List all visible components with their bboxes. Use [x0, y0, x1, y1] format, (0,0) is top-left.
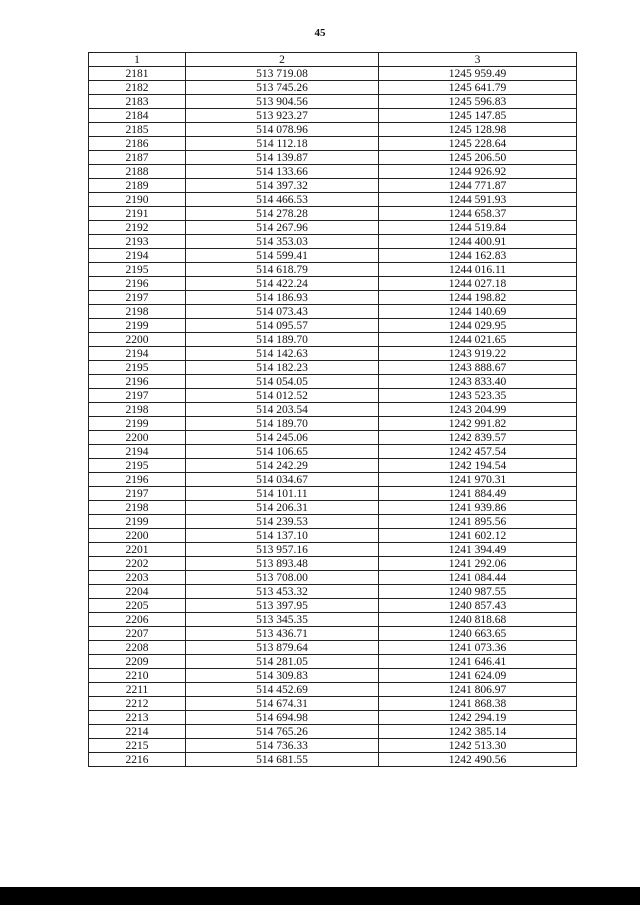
point-number-cell: 2194 [89, 445, 186, 459]
x-coordinate-cell: 513 957.16 [186, 543, 379, 557]
y-coordinate-cell: 1244 027.18 [379, 277, 577, 291]
table-row [89, 683, 577, 697]
x-coordinate-cell: 514 189.70 [186, 333, 379, 347]
y-coordinate-cell: 1243 888.67 [379, 361, 577, 375]
coordinates-table [88, 52, 577, 767]
y-coordinate-cell: 1241 884.49 [379, 487, 577, 501]
table-row [89, 445, 577, 459]
x-coordinate-cell: 513 904.56 [186, 95, 379, 109]
y-coordinate-cell: 1243 833.40 [379, 375, 577, 389]
x-coordinate-cell: 514 203.54 [186, 403, 379, 417]
x-coordinate-cell: 514 736.33 [186, 739, 379, 753]
y-coordinate-cell: 1245 596.83 [379, 95, 577, 109]
table-row [89, 627, 577, 641]
point-number-cell: 2196 [89, 473, 186, 487]
x-coordinate-cell: 514 137.10 [186, 529, 379, 543]
table-row [89, 473, 577, 487]
table-row [89, 389, 577, 403]
x-coordinate-cell: 513 879.64 [186, 641, 379, 655]
x-coordinate-cell: 514 242.29 [186, 459, 379, 473]
point-number-cell: 2213 [89, 711, 186, 725]
point-number-cell: 2186 [89, 137, 186, 151]
table-row [89, 725, 577, 739]
point-number-cell: 2181 [89, 67, 186, 81]
y-coordinate-cell: 1243 204.99 [379, 403, 577, 417]
table-row [89, 515, 577, 529]
y-coordinate-cell: 1244 029.95 [379, 319, 577, 333]
point-number-cell: 2200 [89, 431, 186, 445]
y-coordinate-cell: 1245 206.50 [379, 151, 577, 165]
point-number-cell: 2204 [89, 585, 186, 599]
y-coordinate-cell: 1244 198.82 [379, 291, 577, 305]
point-number-cell: 2197 [89, 487, 186, 501]
y-coordinate-cell: 1241 292.06 [379, 557, 577, 571]
x-coordinate-cell: 514 095.57 [186, 319, 379, 333]
x-coordinate-cell: 514 206.31 [186, 501, 379, 515]
y-coordinate-cell: 1245 959.49 [379, 67, 577, 81]
table-row [89, 403, 577, 417]
column-header-3: 3 [379, 53, 577, 67]
point-number-cell: 2197 [89, 389, 186, 403]
x-coordinate-cell: 514 466.53 [186, 193, 379, 207]
point-number-cell: 2187 [89, 151, 186, 165]
y-coordinate-cell: 1241 939.86 [379, 501, 577, 515]
point-number-cell: 2207 [89, 627, 186, 641]
table-row [89, 543, 577, 557]
x-coordinate-cell: 514 133.66 [186, 165, 379, 179]
point-number-cell: 2211 [89, 683, 186, 697]
table-row [89, 459, 577, 473]
point-number-cell: 2190 [89, 193, 186, 207]
y-coordinate-cell: 1244 162.83 [379, 249, 577, 263]
y-coordinate-cell: 1242 194.54 [379, 459, 577, 473]
x-coordinate-cell: 514 281.05 [186, 655, 379, 669]
y-coordinate-cell: 1241 084.44 [379, 571, 577, 585]
column-header-2: 2 [186, 53, 379, 67]
table-row [89, 109, 577, 123]
point-number-cell: 2196 [89, 375, 186, 389]
point-number-cell: 2184 [89, 109, 186, 123]
point-number-cell: 2201 [89, 543, 186, 557]
table-row [89, 347, 577, 361]
y-coordinate-cell: 1244 591.93 [379, 193, 577, 207]
x-coordinate-cell: 514 278.28 [186, 207, 379, 221]
point-number-cell: 2193 [89, 235, 186, 249]
point-number-cell: 2195 [89, 263, 186, 277]
y-coordinate-cell: 1240 663.65 [379, 627, 577, 641]
table-row [89, 179, 577, 193]
y-coordinate-cell: 1245 128.98 [379, 123, 577, 137]
x-coordinate-cell: 513 397.95 [186, 599, 379, 613]
y-coordinate-cell: 1240 987.55 [379, 585, 577, 599]
table-row [89, 431, 577, 445]
x-coordinate-cell: 513 708.00 [186, 571, 379, 585]
table-row [89, 151, 577, 165]
x-coordinate-cell: 514 452.69 [186, 683, 379, 697]
x-coordinate-cell: 514 422.24 [186, 277, 379, 291]
point-number-cell: 2205 [89, 599, 186, 613]
table-row [89, 333, 577, 347]
table-row [89, 641, 577, 655]
x-coordinate-cell: 514 397.32 [186, 179, 379, 193]
x-coordinate-cell: 514 034.67 [186, 473, 379, 487]
x-coordinate-cell: 513 745.26 [186, 81, 379, 95]
table-row [89, 655, 577, 669]
y-coordinate-cell: 1244 771.87 [379, 179, 577, 193]
point-number-cell: 2198 [89, 403, 186, 417]
table-row [89, 697, 577, 711]
table-row [89, 487, 577, 501]
table-row [89, 753, 577, 767]
table-row [89, 95, 577, 109]
x-coordinate-cell: 514 189.70 [186, 417, 379, 431]
x-coordinate-cell: 514 101.11 [186, 487, 379, 501]
x-coordinate-cell: 513 923.27 [186, 109, 379, 123]
table-body [89, 67, 577, 767]
header-row [89, 53, 577, 67]
table-row [89, 123, 577, 137]
x-coordinate-cell: 513 893.48 [186, 557, 379, 571]
table-row [89, 557, 577, 571]
y-coordinate-cell: 1244 658.37 [379, 207, 577, 221]
y-coordinate-cell: 1242 490.56 [379, 753, 577, 767]
point-number-cell: 2185 [89, 123, 186, 137]
table-row [89, 739, 577, 753]
point-number-cell: 2209 [89, 655, 186, 669]
y-coordinate-cell: 1242 839.57 [379, 431, 577, 445]
y-coordinate-cell: 1244 519.84 [379, 221, 577, 235]
x-coordinate-cell: 514 353.03 [186, 235, 379, 249]
x-coordinate-cell: 514 106.65 [186, 445, 379, 459]
y-coordinate-cell: 1242 385.14 [379, 725, 577, 739]
table-row [89, 571, 577, 585]
x-coordinate-cell: 514 182.23 [186, 361, 379, 375]
y-coordinate-cell: 1244 400.91 [379, 235, 577, 249]
x-coordinate-cell: 514 186.93 [186, 291, 379, 305]
x-coordinate-cell: 513 345.35 [186, 613, 379, 627]
y-coordinate-cell: 1241 895.56 [379, 515, 577, 529]
table-row [89, 361, 577, 375]
table-row [89, 249, 577, 263]
y-coordinate-cell: 1241 073.36 [379, 641, 577, 655]
point-number-cell: 2194 [89, 249, 186, 263]
x-coordinate-cell: 514 054.05 [186, 375, 379, 389]
point-number-cell: 2188 [89, 165, 186, 179]
x-coordinate-cell: 514 142.63 [186, 347, 379, 361]
point-number-cell: 2194 [89, 347, 186, 361]
point-number-cell: 2200 [89, 529, 186, 543]
point-number-cell: 2206 [89, 613, 186, 627]
y-coordinate-cell: 1244 140.69 [379, 305, 577, 319]
point-number-cell: 2212 [89, 697, 186, 711]
page-number: 45 [314, 27, 326, 39]
x-coordinate-cell: 514 239.53 [186, 515, 379, 529]
table-row [89, 375, 577, 389]
y-coordinate-cell: 1241 806.97 [379, 683, 577, 697]
table-row [89, 585, 577, 599]
y-coordinate-cell: 1240 857.43 [379, 599, 577, 613]
point-number-cell: 2200 [89, 333, 186, 347]
point-number-cell: 2216 [89, 753, 186, 767]
table-row [89, 235, 577, 249]
y-coordinate-cell: 1245 147.85 [379, 109, 577, 123]
y-coordinate-cell: 1242 294.19 [379, 711, 577, 725]
point-number-cell: 2199 [89, 319, 186, 333]
x-coordinate-cell: 514 765.26 [186, 725, 379, 739]
x-coordinate-cell: 514 073.43 [186, 305, 379, 319]
y-coordinate-cell: 1244 016.11 [379, 263, 577, 277]
x-coordinate-cell: 514 112.18 [186, 137, 379, 151]
point-number-cell: 2214 [89, 725, 186, 739]
table-row [89, 711, 577, 725]
y-coordinate-cell: 1240 818.68 [379, 613, 577, 627]
x-coordinate-cell: 514 618.79 [186, 263, 379, 277]
table-row [89, 529, 577, 543]
table-row [89, 305, 577, 319]
table-row [89, 291, 577, 305]
y-coordinate-cell: 1241 602.12 [379, 529, 577, 543]
x-coordinate-cell: 513 719.08 [186, 67, 379, 81]
point-number-cell: 2183 [89, 95, 186, 109]
point-number-cell: 2198 [89, 305, 186, 319]
x-coordinate-cell: 514 309.83 [186, 669, 379, 683]
point-number-cell: 2210 [89, 669, 186, 683]
point-number-cell: 2208 [89, 641, 186, 655]
y-coordinate-cell: 1241 970.31 [379, 473, 577, 487]
y-coordinate-cell: 1241 646.41 [379, 655, 577, 669]
point-number-cell: 2202 [89, 557, 186, 571]
x-coordinate-cell: 514 139.87 [186, 151, 379, 165]
table-row [89, 207, 577, 221]
table-row [89, 263, 577, 277]
table-row [89, 599, 577, 613]
point-number-cell: 2192 [89, 221, 186, 235]
x-coordinate-cell: 513 453.32 [186, 585, 379, 599]
point-number-cell: 2195 [89, 459, 186, 473]
point-number-cell: 2195 [89, 361, 186, 375]
table-row [89, 613, 577, 627]
column-header-1: 1 [89, 53, 186, 67]
y-coordinate-cell: 1241 624.09 [379, 669, 577, 683]
y-coordinate-cell: 1241 868.38 [379, 697, 577, 711]
table-row [89, 319, 577, 333]
table-row [89, 221, 577, 235]
point-number-cell: 2198 [89, 501, 186, 515]
point-number-cell: 2203 [89, 571, 186, 585]
x-coordinate-cell: 514 599.41 [186, 249, 379, 263]
point-number-cell: 2189 [89, 179, 186, 193]
table-row [89, 669, 577, 683]
table-row [89, 137, 577, 151]
point-number-cell: 2191 [89, 207, 186, 221]
point-number-cell: 2199 [89, 515, 186, 529]
point-number-cell: 2215 [89, 739, 186, 753]
table-row [89, 67, 577, 81]
x-coordinate-cell: 514 245.06 [186, 431, 379, 445]
y-coordinate-cell: 1242 513.30 [379, 739, 577, 753]
y-coordinate-cell: 1244 021.65 [379, 333, 577, 347]
bottom-scan-bar [0, 887, 640, 905]
y-coordinate-cell: 1244 926.92 [379, 165, 577, 179]
y-coordinate-cell: 1245 228.64 [379, 137, 577, 151]
table-row [89, 277, 577, 291]
table-row [89, 417, 577, 431]
table-row [89, 81, 577, 95]
table-row [89, 165, 577, 179]
y-coordinate-cell: 1242 991.82 [379, 417, 577, 431]
y-coordinate-cell: 1245 641.79 [379, 81, 577, 95]
x-coordinate-cell: 513 436.71 [186, 627, 379, 641]
y-coordinate-cell: 1242 457.54 [379, 445, 577, 459]
point-number-cell: 2196 [89, 277, 186, 291]
y-coordinate-cell: 1243 919.22 [379, 347, 577, 361]
point-number-cell: 2182 [89, 81, 186, 95]
point-number-cell: 2197 [89, 291, 186, 305]
x-coordinate-cell: 514 267.96 [186, 221, 379, 235]
x-coordinate-cell: 514 694.98 [186, 711, 379, 725]
y-coordinate-cell: 1241 394.49 [379, 543, 577, 557]
table-row [89, 501, 577, 515]
x-coordinate-cell: 514 681.55 [186, 753, 379, 767]
table-header [89, 53, 577, 67]
x-coordinate-cell: 514 012.52 [186, 389, 379, 403]
y-coordinate-cell: 1243 523.35 [379, 389, 577, 403]
point-number-cell: 2199 [89, 417, 186, 431]
x-coordinate-cell: 514 674.31 [186, 697, 379, 711]
table-row [89, 193, 577, 207]
x-coordinate-cell: 514 078.96 [186, 123, 379, 137]
